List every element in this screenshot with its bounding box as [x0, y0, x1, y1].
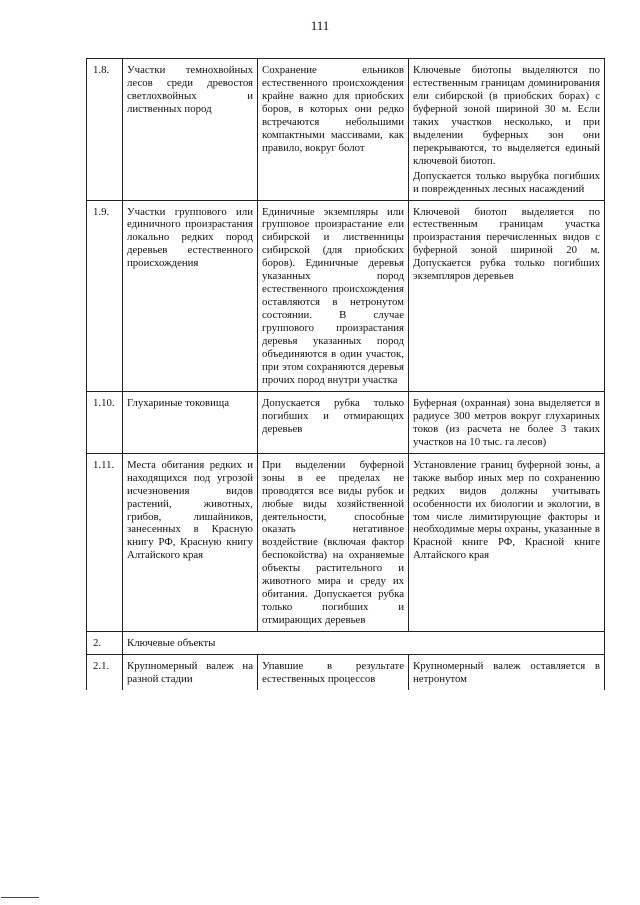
object-rules [409, 59, 605, 201]
object-rules: Крупномерный валеж оставляется в нетронутом [409, 655, 605, 690]
table-row [87, 391, 605, 453]
row-number: 1.8. [87, 59, 123, 201]
section-number: 2. [87, 632, 123, 655]
page-number: 111 [310, 18, 330, 33]
biotope-table [86, 58, 605, 690]
object-name: Крупномерный валеж на разной стадии [123, 655, 258, 690]
object-conditions: При выделении буферной зоны в ее пределах не проводятся все виды рубок и любые виды хозяйственной деятельности, способные оказать негативное воздействие (включая фактор беспокойства) на охраняемые объекты растительного и животного мира и среду их обитания. Допускается рубка только погибших и отмирающих деревьев [258, 453, 409, 631]
row-number: 2.1. [87, 655, 123, 690]
table-row [87, 59, 605, 201]
object-name: Места обитания редких и находящихся под угрозой исчезновения видов растений, животных, грибов, лишайников, занесенных в Красную книгу РФ, Красную книгу Алтайского края [123, 453, 258, 631]
object-rules-text: Ключевые биотопы выделяются по естественным границам доминирования ели сибирской (в приобских борах) с буферной зоной шириной 30 м. Если таких участков несколько, и при выделении буферных зон они перекрываются, то выделяется единый ключевой биотоп. [413, 64, 600, 167]
object-name: Участки темнохвойных лесов среди древостоя светлохвойных и лиственных пород [123, 59, 258, 201]
object-rules-text: Допускается только вырубка погибших и поврежденных лесных насаждений [413, 169, 600, 195]
margin-mark [1, 897, 39, 898]
object-rules: Буферная (охранная) зона выделяется в радиусе 300 метров вокруг глухариных токов (из расчета не более 3 таких участков на 10 тыс. га лесов) [409, 391, 605, 453]
section-row [87, 632, 605, 655]
table-row [87, 200, 605, 391]
section-title: Ключевые объекты [123, 632, 605, 655]
object-name: Глухариные токовища [123, 391, 258, 453]
row-number: 1.9. [87, 200, 123, 391]
table-row [87, 655, 605, 690]
object-conditions: Упавшие в результате естественных процессов [258, 655, 409, 690]
object-rules: Установление границ буферной зоны, а также выбор иных мер по сохранению редких видов должны учитывать особенности их биологии и экологии, в том числе лимитирующие факторы и необходимые меры охраны, указанные в Красной книге РФ, Красной книге Алтайского края [409, 453, 605, 631]
object-name: Участки группового или единичного произрастания локально редких пород деревьев естественного происхождения [123, 200, 258, 391]
object-rules: Ключевой биотоп выделяется по естественным границам участка произрастания перечисленных видов с буферной зоной шириной 20 м. Допускается рубка только погибших экземпляров деревьев [409, 200, 605, 391]
object-conditions: Допускается рубка только погибших и отмирающих деревьев [258, 391, 409, 453]
row-number: 1.11. [87, 453, 123, 631]
object-conditions: Единичные экземпляры или групповое произрастание ели сибирской и лиственницы сибирской (для приобских боров). Единичные деревья указанных пород естественного происхождения оставляются в нетронутом состоянии. В случае группового произрастания деревья указанных пород объединяются в один участок, при этом сохраняются деревья прочих пород внутри участка [258, 200, 409, 391]
object-conditions: Сохранение ельников естественного происхождения крайне важно для приобских боров, в которых они редко встречаются небольшими компактными массивами, как правило, вокруг болот [258, 59, 409, 201]
table-row [87, 453, 605, 631]
row-number: 1.10. [87, 391, 123, 453]
